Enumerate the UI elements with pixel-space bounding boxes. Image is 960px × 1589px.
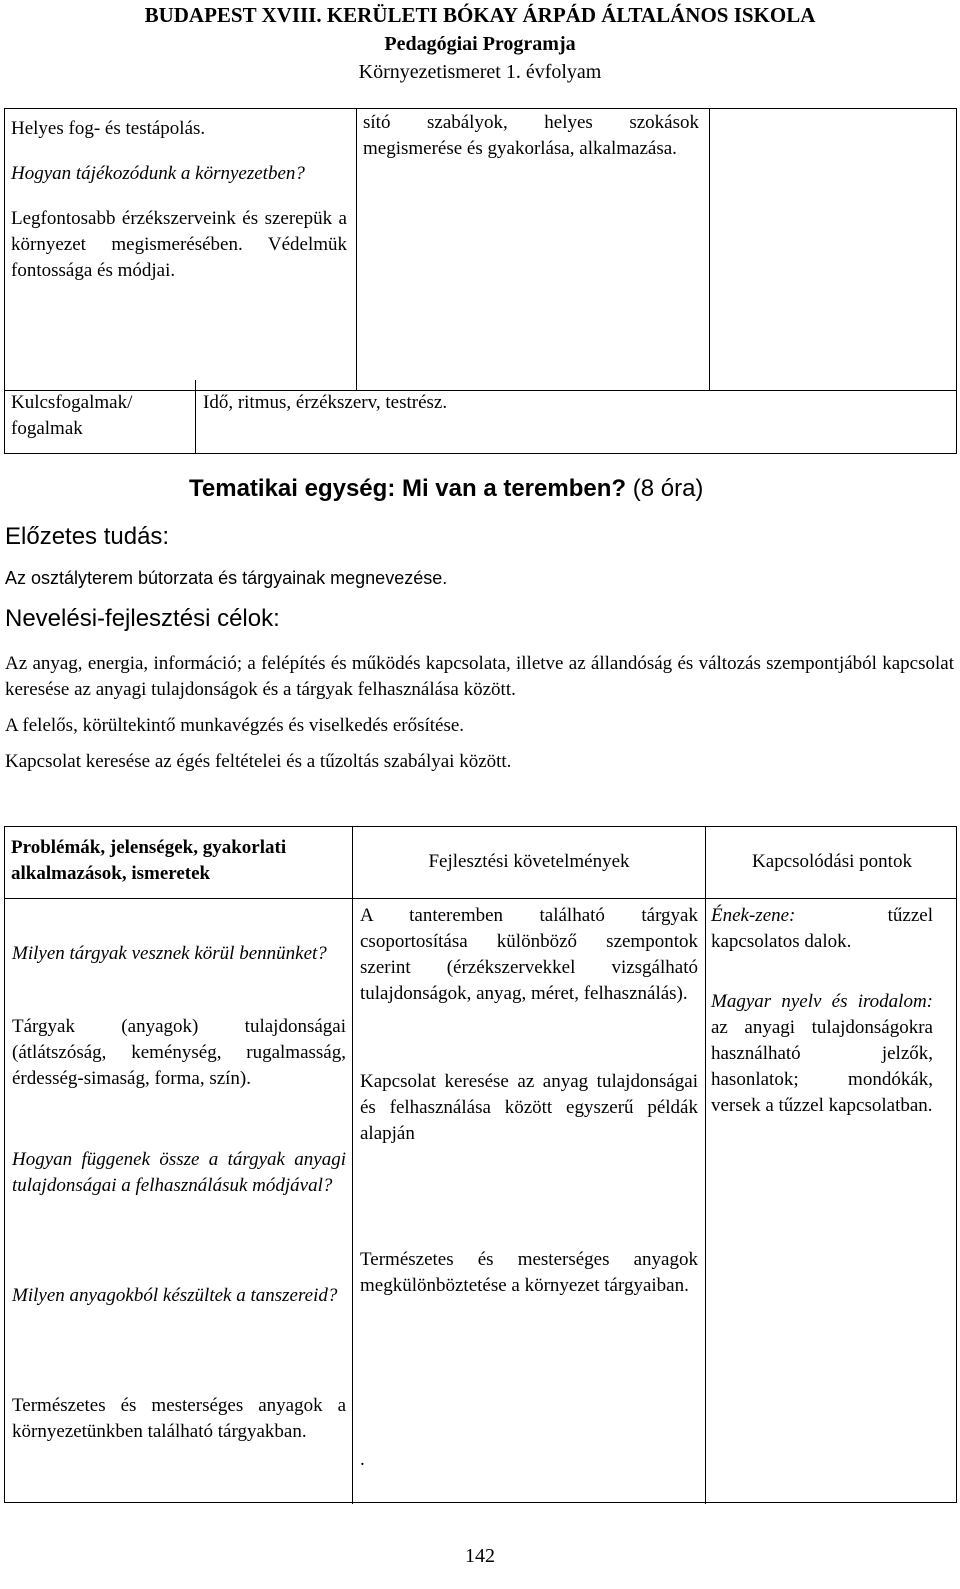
goal-item: Az anyag, energia, információ; a felépítés és működés kapcsolata, illetve az állandóság és változás szempontjából kapcsolat keresése az anyagi tulajdonságok és a tárgyak felhasználása között. [5,653,954,700]
document-header [0,0,960,86]
goal-item: Kapcsolat keresése az égés feltételei és a tűzoltás szabályai között. [5,751,512,772]
table-divider [356,109,357,390]
top-table [4,108,957,454]
prior-knowledge-value: Az osztályterem bútorzata és tárgyainak megnevezése. [5,568,448,588]
page-number: 142 [465,1545,495,1567]
column-header-requirements: Fejlesztési követelmények [428,851,630,872]
prior-knowledge-label: Előzetes tudás: [5,523,170,550]
requirement-item: Kapcsolat keresése az anyag tulajdonságai és felhasználása között egyszerű példák alapján [360,1071,698,1144]
problem-item: Milyen tárgyak vesznek körül bennünket? [12,943,327,964]
connection-music-label: Ének-zene: [711,905,796,926]
table-divider [709,109,710,390]
column-header-problems: Problémák, jelenségek, gyakorlati alkalmazások, ismeretek [11,837,287,884]
topic-item: Hogyan tájékozódunk a környezetben? [11,163,305,184]
topic-item: Legfontosabb érzékszerveink és szerepük a környezet megismerésében. Védelmük fontossága és módjai. [11,208,347,281]
topic-item: Helyes fog- és testápolás. [11,118,206,139]
table-divider [352,827,353,1504]
connection-music-text: tűzzel kapcsolatos dalok. [711,905,933,952]
goal-item: A felelős, körültekintő munkavégzés és viselkedés erősítése. [5,715,465,736]
connection-language-label: Magyar nyelv és irodalom: [711,991,933,1012]
thematic-unit-label: Tematikai egység: Mi van a teremben? [189,475,627,502]
thematic-unit-title [189,476,703,502]
problem-item: Tárgyak (anyagok) tulajdonságai (átlátszóság, keménység, rugalmasság, érdesség-simaság, forma, szín). [12,1016,346,1089]
thematic-unit-hours: (8 óra) [632,475,704,502]
school-name: BUDAPEST XVIII. KERÜLETI BÓKAY ÁRPÁD ÁLTALÁNOS ISKOLA [144,3,816,27]
problem-item: Természetes és mesterséges anyagok a környezetünkben található tárgyakban. [12,1395,346,1442]
requirement-item: Természetes és mesterséges anyagok megkülönböztetése a környezet tárgyaiban. [360,1249,698,1296]
table-divider [709,390,957,391]
connection-language-text: az anyagi tulajdonságokra használható jelzők, hasonlatok; mondókák, versek a tűzzel kapcsolatban. [711,1017,933,1116]
skills-cell: sító szabályok, helyes szokások megismerése és gyakorlása, alkalmazása. [363,112,699,159]
table-divider [195,380,196,454]
table-divider [5,898,956,899]
key-concepts-value: Idő, ritmus, érzékszerv, testrész. [203,392,448,413]
table-divider [705,827,706,1504]
curriculum-table [4,826,957,1503]
subject-title: Környezetismeret 1. évfolyam [358,61,602,83]
requirement-item: A tanteremben található tárgyak csoportosítása különböző szempontok szerint (érzékszervekkel vizsgálható tulajdonságok, anyag, méret, felhasználás). [360,905,698,1004]
column-header-connections: Kapcsolódási pontok [752,851,912,872]
problem-item: Milyen anyagokból készültek a tanszereid? [12,1285,338,1306]
problem-item: Hogyan függenek össze a tárgyak anyagi tulajdonságai a felhasználásuk módjával? [12,1149,346,1196]
requirement-item: . [360,1449,365,1470]
program-title: Pedagógiai Programja [384,33,576,55]
connection-music [711,903,933,955]
topics-cell [11,116,347,303]
goals-text [5,651,954,785]
goals-label: Nevelési-fejlesztési célok: [5,605,280,632]
key-concepts-label: Kulcsfogalmak/ fogalmak [11,392,133,439]
connection-language [711,989,933,1119]
